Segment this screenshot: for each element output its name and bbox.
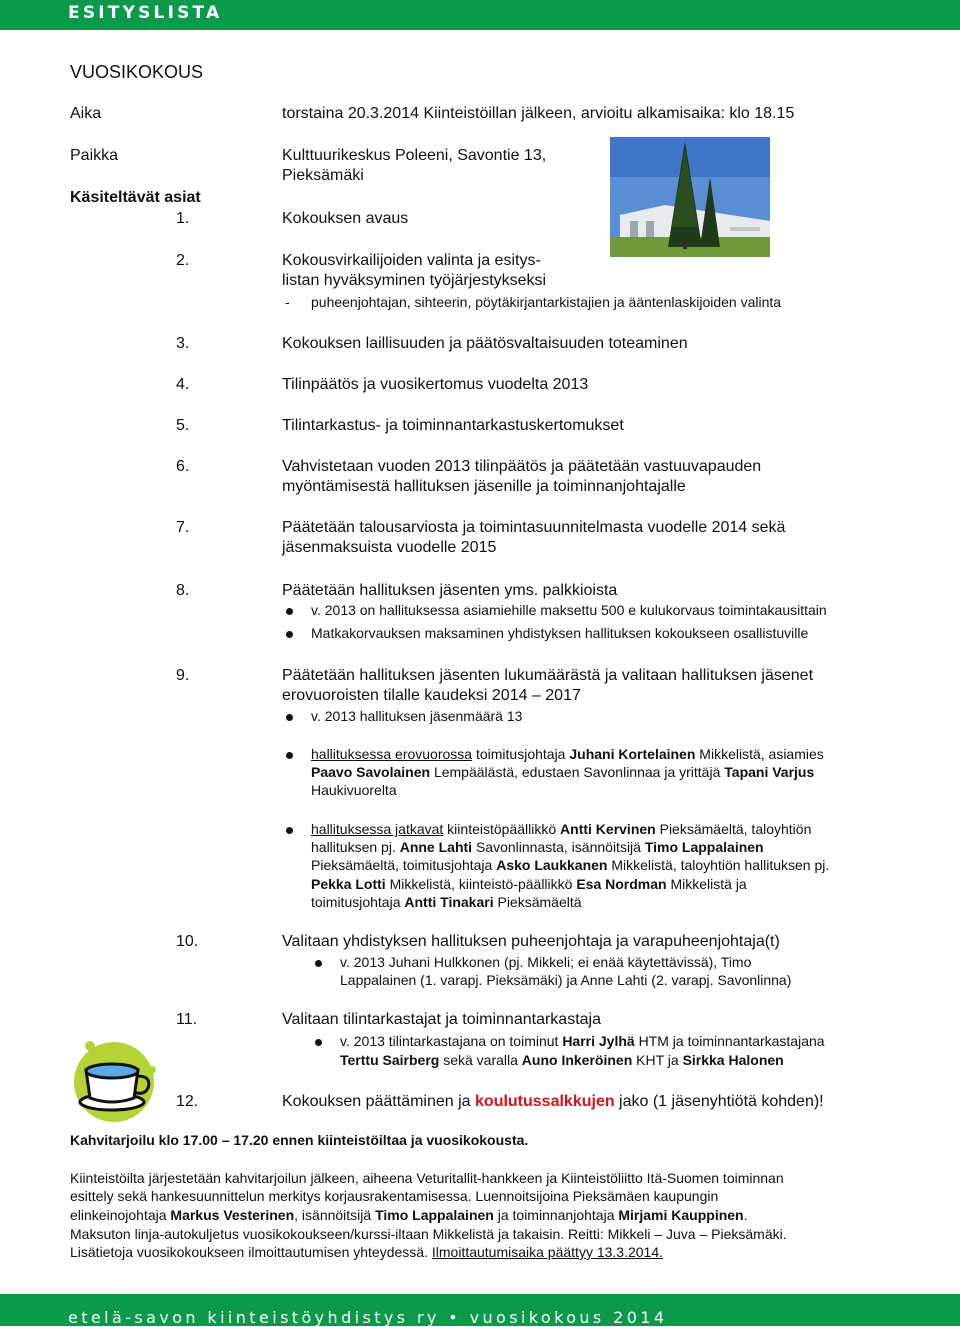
text-span: , isännöitsijä (294, 1207, 376, 1223)
item-9-bullet-3-line3 (311, 856, 829, 874)
person-name: Markus Vesterinen (170, 1207, 295, 1223)
page-title: VUOSIKOKOUS (70, 62, 204, 82)
info-line-2: esittely sekä hankesuunnittelun merkitys korjausrakentamisessa. Luennoitsijoina Pieksämäen kaupungin (70, 1188, 719, 1204)
text-span: KHT ja (632, 1052, 683, 1068)
aika-value: torstaina 20.3.2014 Kiinteistöillan jälkeen, arvioitu alkamisaika: klo 18.15 (282, 105, 795, 122)
text-span: Kokouksen päättäminen ja (282, 1093, 476, 1110)
info-line-5 (70, 1243, 663, 1261)
item-1-text: Kokouksen avaus (282, 210, 409, 227)
registration-deadline: Ilmoittautumisaika päättyy 13.3.2014. (431, 1244, 664, 1260)
text-span: Pieksämäeltä, taloyhtiön (655, 821, 812, 837)
item-8-num: 8. (176, 582, 190, 599)
text-span: Pieksämäeltä (493, 894, 582, 910)
item-9-bullet-3-line1 (311, 820, 811, 838)
text-span: Lisätietoja vuosikokoukseen ilmoittautumisen yhteydessä. (70, 1244, 432, 1260)
item-7-line1: Päätetään talousarviosta ja toimintasuunnitelmasta vuodelle 2014 sekä (282, 519, 786, 536)
item-7-line2: jäsenmaksuista vuodelle 2015 (282, 539, 497, 556)
item-11-text: Valitaan tilintarkastajat ja toiminnantarkastaja (282, 1011, 601, 1028)
text-span: v. 2013 tilintarkastajana on toiminut (340, 1033, 563, 1049)
item-1-num: 1. (176, 210, 190, 227)
person-name: Auno Inkeröinen (521, 1052, 633, 1068)
person-name: Pekka Lotti (311, 876, 386, 892)
text-span: ja toiminnanjohtaja (493, 1207, 619, 1223)
item-6-line1: Vahvistetaan vuoden 2013 tilinpäätös ja päätetään vastuuvapauden (282, 458, 762, 475)
venue-photo (610, 137, 770, 257)
item-9-num: 9. (176, 667, 190, 684)
header-label: ESITYSLISTA (68, 3, 223, 23)
text-span: Mikkelistä, asiamies (695, 746, 824, 762)
text-span: HTM ja toiminnantarkastajana (634, 1033, 825, 1049)
asiat-label: Käsiteltävät asiat (70, 189, 201, 206)
bullet (286, 827, 293, 834)
item-9-bullet-2-line2 (311, 763, 814, 781)
header-bar (0, 0, 960, 30)
item-6-num: 6. (176, 458, 190, 475)
item-2-line1: Kokousvirkailijoiden valinta ja esitys- (282, 252, 541, 269)
item-10-text: Valitaan yhdistyksen hallituksen puheenjohtaja ja varapuheenjohtaja(t) (282, 933, 780, 950)
footer-bar (0, 1294, 960, 1326)
item-3-num: 3. (176, 335, 190, 352)
person-name: Sirkka Halonen (682, 1052, 784, 1068)
item-9-line1: Päätetään hallituksen jäsenten lukumäärästä ja valitaan hallituksen jäsenet (282, 667, 814, 684)
text-span: Pieksämäeltä, toimitusjohtaja (311, 857, 497, 873)
person-name: Esa Nordman (576, 876, 667, 892)
bullet (286, 631, 293, 638)
aika-label: Aika (70, 105, 102, 122)
bullet (286, 714, 293, 721)
info-line-4: Maksuton linja-autokuljetus vuosikokoukseen/kurssi-iltaan Mikkelistä ja takaisin. Reitti: Mikkeli – Juva – Pieksämäki. (70, 1226, 787, 1242)
item-4-text: Tilinpäätös ja vuosikertomus vuodelta 2013 (282, 376, 589, 393)
person-name: Timo Lappalainen (644, 839, 764, 855)
text-span: jako (1 jäsenyhtiötä kohden)! (614, 1093, 824, 1110)
person-name: Antti Tinakari (404, 894, 494, 910)
info-line-1: Kiinteistöilta järjestetään kahvitarjoilun jälkeen, aiheena Veturitallit-hankkeen ja Kiinteistöliitto Itä-Suomen toiminnan (70, 1170, 784, 1186)
text-span: Mikkelistä, taloyhtiön hallituksen pj. (607, 857, 830, 873)
person-name: Timo Lappalainen (375, 1207, 494, 1223)
text-span: elinkeinojohtaja (70, 1207, 171, 1223)
text-span: kiinteistöpäällikkö (443, 821, 561, 837)
text-span: . (743, 1207, 748, 1223)
highlight-text: koulutussalkkujen (475, 1093, 615, 1110)
item-10-num: 10. (176, 933, 199, 950)
text-span: sekä varalla (439, 1052, 522, 1068)
item-2-num: 2. (176, 252, 190, 269)
person-name: Anne Lahti (399, 839, 473, 855)
item-9-bullet-1: v. 2013 hallituksen jäsenmäärä 13 (311, 708, 523, 724)
item-2-line2: listan hyväksyminen työjärjestykseksi (282, 272, 547, 289)
coffee-cup-icon (68, 1040, 160, 1124)
kahvi-note: Kahvitarjoilu klo 17.00 – 17.20 ennen kiinteistöiltaa ja vuosikokousta. (70, 1132, 529, 1148)
item-2-dash: - (285, 294, 290, 310)
item-8-bullet-2: Matkakorvauksen maksaminen yhdistyksen hallituksen kokoukseen osallistuville (311, 625, 809, 641)
text-span: Mikkelistä ja (666, 876, 747, 892)
item-9-bullet-2-line1 (311, 745, 824, 763)
item-11-num: 11. (176, 1011, 198, 1028)
person-name: Juhani Kortelainen (569, 746, 696, 762)
item-5-num: 5. (176, 417, 190, 434)
item-10-bullet-line1: v. 2013 Juhani Hulkkonen (pj. Mikkeli; ei enää käytettävissä), Timo (340, 954, 752, 970)
paikka-label: Paikka (70, 147, 119, 164)
item-12-num: 12. (176, 1093, 199, 1110)
item-12-text (282, 1092, 824, 1111)
item-9-bullet-3-line5 (311, 893, 582, 911)
text-span: hallituksen pj. (311, 839, 400, 855)
person-name: Mirjami Kauppinen (618, 1207, 744, 1223)
item-9-bullet-3-line2 (311, 838, 764, 856)
item-8-text: Päätetään hallituksen jäsenten yms. palkkioista (282, 582, 618, 599)
item-9-bullet-3-line4 (311, 875, 747, 893)
bullet (315, 1039, 322, 1046)
item-6-line2: myöntämisestä hallituksen jäsenille ja toiminnanjohtajalle (282, 478, 686, 495)
item-3-text: Kokouksen laillisuuden ja päätösvaltaisuuden toteaminen (282, 335, 688, 352)
person-name: Terttu Sairberg (340, 1052, 440, 1068)
item-9-line2: erovuoroisten tilalle kaudeksi 2014 – 2017 (282, 687, 581, 704)
item-2-sub: puheenjohtajan, sihteerin, pöytäkirjantarkistajien ja ääntenlaskijoiden valinta (311, 294, 782, 310)
item-9-bullet-2-line3: Haukivuorelta (311, 782, 397, 798)
item-11-bullet-line1 (340, 1032, 825, 1050)
person-name: Paavo Savolainen (311, 764, 431, 780)
item-7-num: 7. (176, 519, 190, 536)
jatkavat-label: hallituksessa jatkavat (311, 821, 444, 837)
bullet (315, 960, 322, 967)
item-11-bullet-line2 (340, 1051, 784, 1069)
bullet (286, 752, 293, 759)
person-name: Harri Jylhä (562, 1033, 635, 1049)
footer-label: etelä-savon kiinteistöyhdistys ry • vuosikokous 2014 (68, 1308, 668, 1327)
item-10-bullet-line2: Lappalainen (1. varapj. Pieksämäki) ja Anne Lahti (2. varapj. Savonlinna) (340, 972, 792, 988)
text-span: toimitusjohtaja (311, 894, 405, 910)
item-8-bullet-1: v. 2013 on hallituksessa asiamiehille maksettu 500 e kulukorvaus toimintakausittain (311, 602, 827, 618)
text-span: Mikkelistä, kiinteistö-päällikkö (385, 876, 577, 892)
item-5-text: Tilintarkastus- ja toiminnantarkastuskertomukset (282, 417, 624, 434)
text-span: toimitusjohtaja (472, 746, 570, 762)
bullet (286, 608, 293, 615)
item-4-num: 4. (176, 376, 190, 393)
person-name: Tapani Varjus (724, 764, 815, 780)
text-span: Savonlinnasta, isännöitsijä (472, 839, 645, 855)
text-span: Lempäälästä, edustaen Savonlinnaa ja yrittäjä (430, 764, 725, 780)
person-name: Asko Laukkanen (496, 857, 608, 873)
person-name: Antti Kervinen (560, 821, 656, 837)
paikka-line1: Kulttuurikeskus Poleeni, Savontie 13, (282, 147, 547, 164)
info-line-3 (70, 1206, 748, 1224)
paikka-line2: Pieksämäki (282, 167, 364, 184)
erovuorossa-label: hallituksessa erovuorossa (311, 746, 473, 762)
